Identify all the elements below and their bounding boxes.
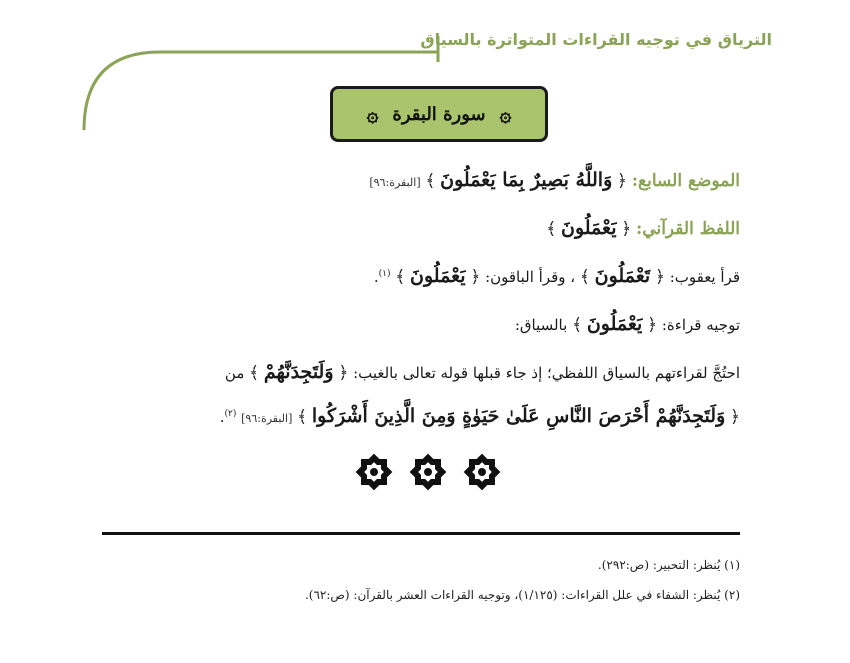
verse-text: وَاللَّهُ بَصِيرٌ بِمَا يَعْمَلُونَ: [440, 169, 613, 191]
reading-end: .: [373, 268, 379, 286]
footnote-divider: [102, 532, 740, 535]
octagram-star-icon: [460, 450, 504, 494]
word-value: يَعْمَلُونَ: [561, 217, 617, 239]
footnote-marker[interactable]: (١): [378, 269, 391, 279]
footnote-marker[interactable]: (٢): [224, 409, 237, 419]
section-end-ornament: [352, 450, 504, 494]
flourish-icon: ۞: [366, 102, 379, 126]
tawjih-prefix: توجيه قراءة:: [661, 316, 740, 334]
argument-quote: وَلَتَجِدَنَّهُمْ: [263, 361, 334, 383]
bracket-open: ﴿: [621, 219, 632, 239]
bracket-close: ﴾: [572, 315, 583, 335]
argument-text: احتُجَّ لقراءتهم بالسياق اللفظي؛ إذ جاء قبلها قوله تعالى بالغيب:: [353, 364, 740, 382]
surah-title: سورة البقرة: [392, 103, 486, 125]
bracket-open: ﴿: [730, 407, 740, 427]
reading-value-b: يَعْمَلُونَ: [410, 265, 466, 287]
bracket-open: ﴿: [617, 171, 627, 191]
flourish-icon: ۞: [499, 102, 512, 126]
octagram-star-icon: [406, 450, 450, 494]
verse2-end: .: [219, 408, 225, 426]
section-line: [180, 168, 740, 193]
bracket-open: ﴿: [647, 315, 658, 335]
word-label: اللفظ القرآني:: [636, 219, 740, 239]
section-label: الموضع السابع:: [631, 171, 740, 191]
reading-label-a: قرأ يعقوب:: [669, 268, 740, 286]
reading-line: [180, 264, 740, 289]
bracket-close: ﴾: [579, 267, 590, 287]
bracket-close: ﴾: [297, 407, 308, 427]
bracket-open: ﴿: [654, 267, 665, 287]
footnote-1: (١) يُنظر: التحبير: (ص:٢٩٢).: [597, 558, 740, 572]
bracket-close: ﴾: [249, 363, 260, 383]
reading-label-b: ، وقرأ الباقون:: [485, 268, 576, 286]
verse2-text: وَلَتَجِدَنَّهُمْ أَحْرَصَ النَّاسِ عَلَىٰ حَيَوٰةٍ وَمِنَ الَّذِينَ أَشْرَكُوا: [311, 405, 726, 427]
word-line: [180, 216, 740, 241]
verse-reference: [البقرة:٩٦]: [369, 176, 421, 189]
bracket-open: ﴿: [470, 267, 481, 287]
verse2-reference: [البقرة:٩٦]: [241, 412, 293, 425]
surah-title-box: [330, 86, 548, 142]
tawjih-line: [180, 312, 740, 337]
tawjih-value: يَعْمَلُونَ: [586, 313, 643, 335]
tawjih-suffix: بالسياق:: [514, 316, 568, 334]
argument-after: من: [224, 364, 245, 382]
bracket-close: ﴾: [395, 267, 406, 287]
bracket-close: ﴾: [425, 171, 436, 191]
bracket-open: ﴿: [338, 363, 349, 383]
argument-line: [180, 360, 740, 385]
verse2-line: [180, 404, 740, 429]
footnote-2: (٢) يُنظر: الشفاء في علل القراءات: (١/١٢٥)، وتوجيه القراءات العشر بالقرآن: (ص:٦٢).: [304, 588, 740, 602]
reading-value-a: تَعْمَلُونَ: [594, 265, 651, 287]
running-header-title: الترياق في توجيه القراءات المتواترة بالسياق: [420, 30, 772, 49]
octagram-star-icon: [352, 450, 396, 494]
bracket-close: ﴾: [546, 219, 557, 239]
